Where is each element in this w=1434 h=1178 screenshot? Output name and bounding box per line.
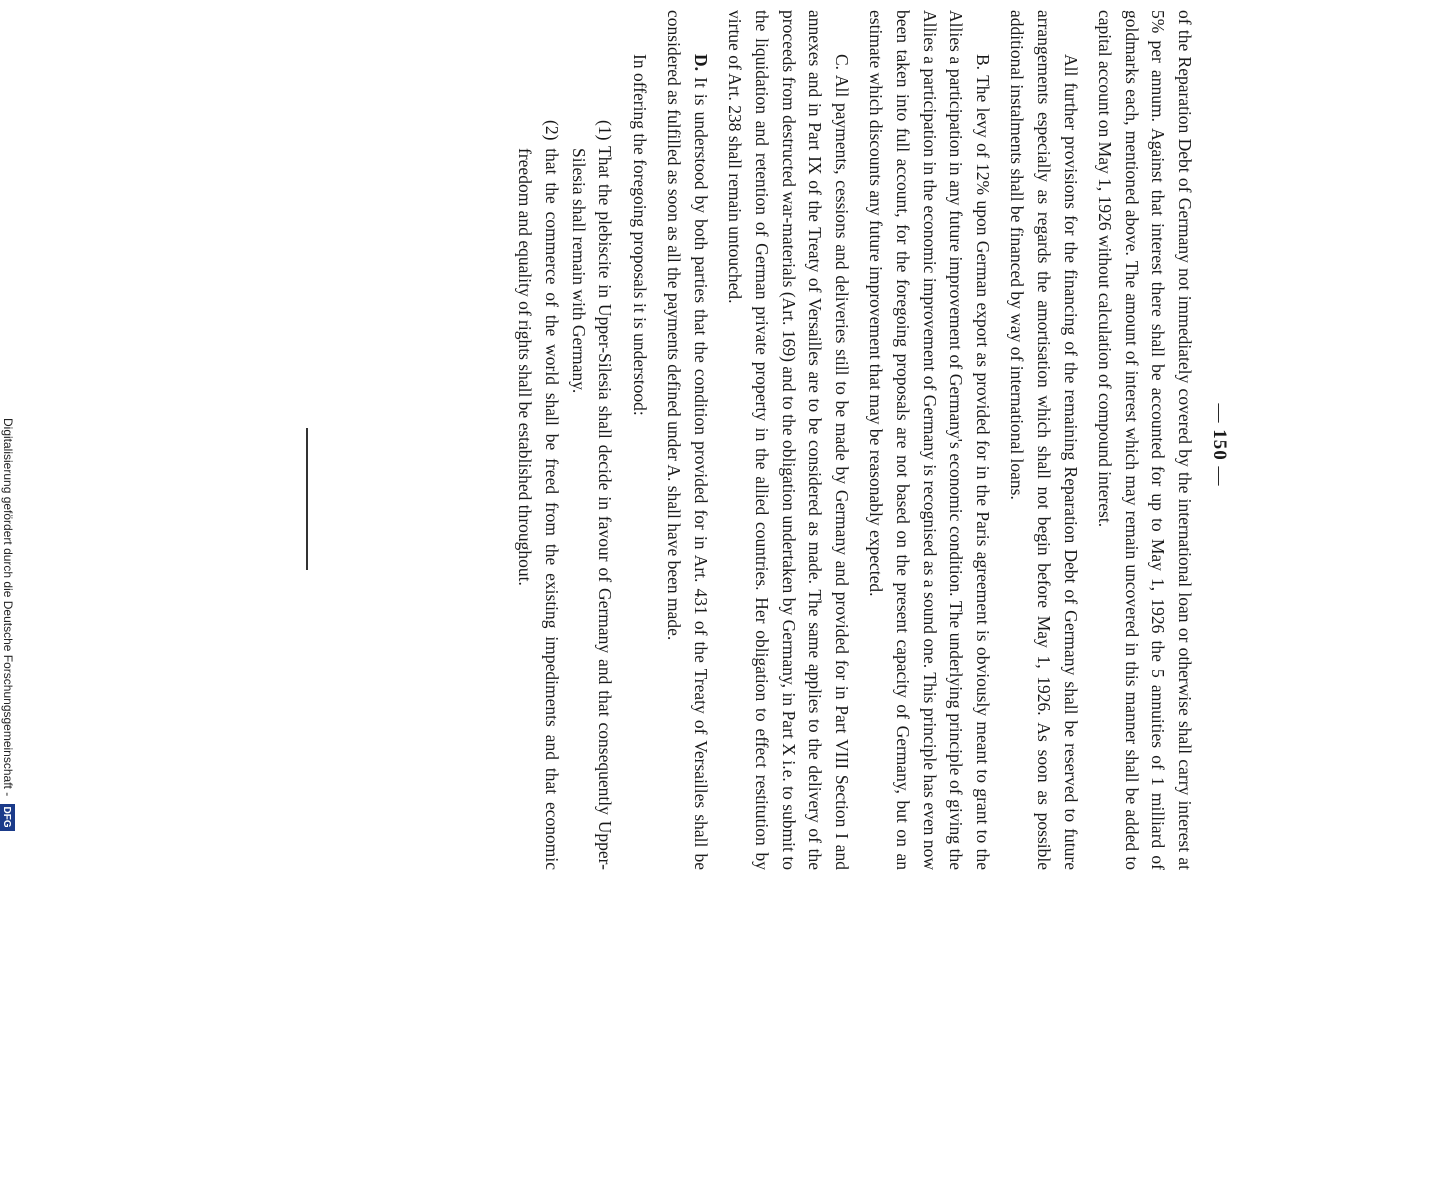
paragraph-d-text: It is understood by both parties that the condition provided for in Art. 431 of the Treaty of Versailles shall be considered as fulfilled as soon as all the payments defined under A. shall have been made. <box>664 10 711 870</box>
credit-text: Digitalisierung gefördert durch die Deutsche Forschungsgemeinschaft - <box>1 418 15 797</box>
section-letter-c: C. <box>831 54 852 71</box>
paragraph-interest: of the Reparation Debt of Germany not immediately covered by the international loan or otherwise shall carry interest at 5% per annum. Against that interest there shall be accounted for up to May 1, 1926 the 5 annuities of 1 milliard of goldmarks each, mentioned above. The amount of interest which may remain uncovered in this manner shall be added to capital account on May 1, 1926 without calculation of compound interest. <box>1095 10 1195 870</box>
page-number: — 150 — <box>1208 5 1230 885</box>
paragraph-financing: All further provisions for the financing of the remaining Reparation Debt of Germany shall be reserved to future arrangements especially as regards the amortisation which shall not begin before May 1, 1926. As soon as possible additional instalments shall be financed by way of international loans. <box>1007 10 1081 870</box>
paragraph-b-text: The levy of 12% upon German export as provided for in the Paris agreement is obviously meant to grant to the Allies a participation in any future improvement of Germany's economic condition. The underlying principle of giving the Allies a participation in the economic improvement of Germany is recognised as a sound one. This principle has even now been taken into full account, for the foregoing proposals are not based on the present capacity of Germany, but on an estimate which discounts any future improvement that may be reasonably expected. <box>866 10 993 871</box>
digitization-credit <box>0 418 17 1178</box>
section-letter-d: D. <box>690 54 711 72</box>
condition-item-2: (2) that the commerce of the world shall be freed from the existing impediments and that economic freedom and equality of rights shall be established throughout. <box>515 120 562 870</box>
end-rule <box>306 428 308 570</box>
paragraph-c-text: All payments, cessions and deliveries still to be made by Germany and provided for in Part VIII Section I and annexes and in Part IX of the Treaty of Versailles are to be considered as made. The same applies to the delivery of the proceeds from destructed war-materials (Art. 169) and to the obligation undertaken by Germany, in Part X i.e. to submit to the liquidation and retention of German private property in the allied countries. Her obligation to effect restitution by virtue of Art. 238 shall remain untouched. <box>725 10 852 870</box>
conditions-list <box>512 10 618 870</box>
dfg-logo: DFG <box>0 804 15 831</box>
paragraph-c <box>722 10 855 870</box>
section-letter-b: B. <box>972 54 993 71</box>
paragraph-b <box>863 10 996 870</box>
document-body <box>512 10 1198 870</box>
condition-item-1: (1) That the plebiscite in Upper-Silesia shall decide in favour of Germany and that consequently Upper-Silesia shall remain with Germany. <box>568 120 616 870</box>
document-page <box>480 5 1240 885</box>
paragraph-d <box>661 10 714 870</box>
paragraph-conditions-intro: In offering the foregoing proposals it is understood: <box>629 54 650 416</box>
